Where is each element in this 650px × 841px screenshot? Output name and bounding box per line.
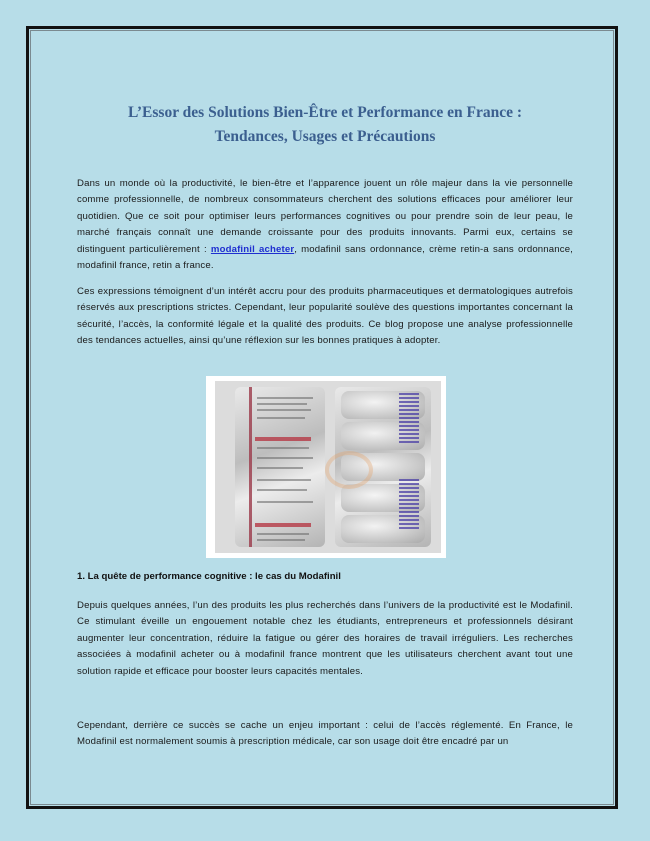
blister-pack-back [235, 387, 325, 547]
modafinil-paragraph: Depuis quelques années, l’un des produits les plus recherchés dans l’univers de la productivité est le Modafinil. Ce stimulant éveille un engouement notable chez les étudiants, entrepreneurs et professionnels désirant augmenter leur concentration, réduire la fatigue ou gérer des horaires de travail irréguliers. Les recherches associées à modafinil acheter ou à modafinil france montrent que les utilisateurs cherchent avant tout une solution rapide et efficace pour booster leurs capacités mentales. [77, 600, 573, 677]
context-paragraph: Ces expressions témoignent d’un intérêt accru pour des produits pharmaceutiques et dermatologiques autrefois réservés aux prescriptions strictes. Cependant, leur popularité soulève des questions importantes concernant la sécurité, l’accès, la conformité légale et la qualité des produits. Ce blog propose une analyse professionnelle des tendances actuelles, ainsi qu’une réflexion sur les bonnes pratiques à adopter. [77, 286, 573, 347]
title-line-2: Tendances, Usages et Précautions [214, 128, 436, 145]
intro-text-before-link: Dans un monde où la productivité, le bien-être et l’apparence jouent un rôle majeur dans la vie personnelle comme professionnelle, de nombreux consommateurs cherchent des solutions efficaces pour améliorer leur quotidien. Que ce soit pour optimiser leurs performances cognitives ou pour prendre soin de leur peau, le marché français connaît une demande croissante pour des produits innovants. Parmi eux, certains se distinguent particulièrement : [77, 178, 573, 255]
perforation-line [249, 387, 252, 547]
modafinil-blister-image [206, 376, 446, 558]
print-mark [399, 479, 419, 529]
label-modafil-md-100-2 [255, 523, 311, 527]
print-mark [399, 393, 419, 443]
watermark-logo [325, 451, 373, 489]
document-title [60, 101, 590, 149]
label-modafil-md-100 [255, 437, 311, 441]
title-line-1: L’Essor des Solutions Bien-Être et Performance en France : [127, 104, 523, 121]
modafinil-acheter-link[interactable]: modafinil acheter [210, 243, 295, 255]
intro-text-after-link: , modafinil sans ordonnance, crème retin-a sans ordonnance, modafinil france, retin a france. [77, 243, 573, 272]
image-background [215, 381, 441, 553]
section-heading-1: 1. La quête de performance cognitive : le cas du Modafinil [77, 571, 341, 582]
intro-paragraph [77, 176, 573, 274]
regulation-paragraph: Cependant, derrière ce succès se cache un enjeu important : celui de l’accès réglementé. En France, le Modafinil est normalement soumis à prescription médicale, car son usage doit être encadré par un [77, 720, 573, 748]
